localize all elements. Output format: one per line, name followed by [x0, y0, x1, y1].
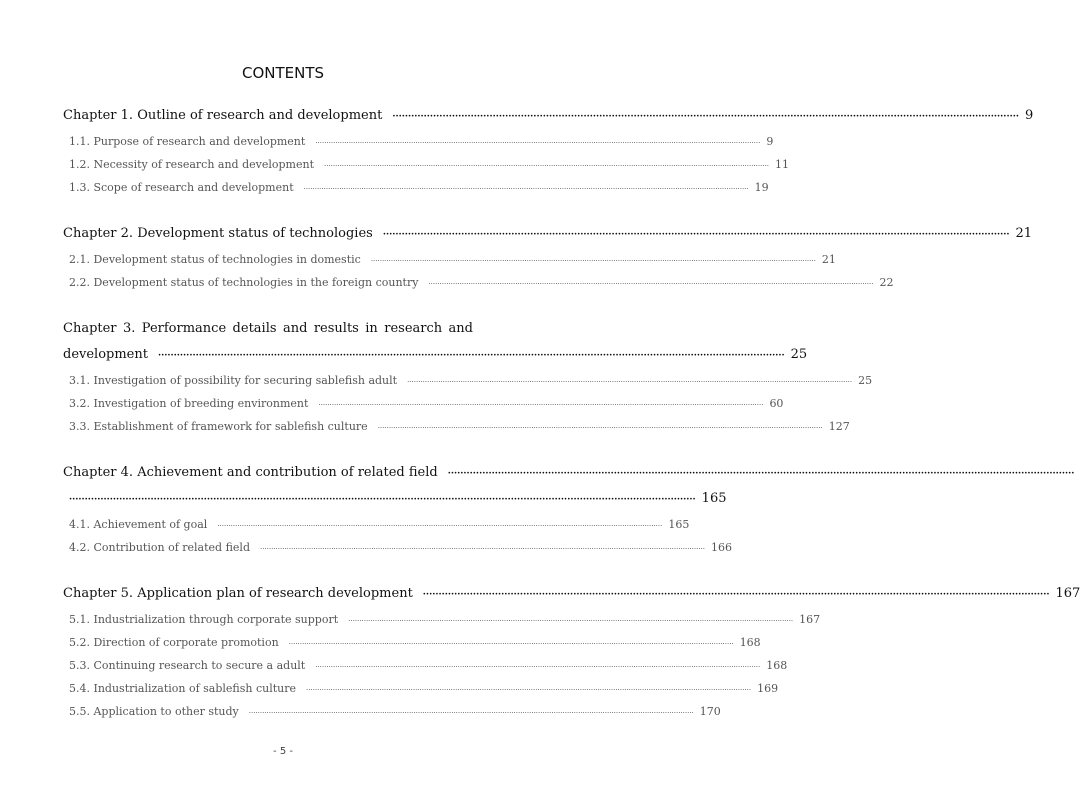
page-ref: 165 — [668, 518, 690, 531]
page-ref: 166 — [711, 541, 733, 554]
section-label: 5.4. Industrialization of sablefish culture — [69, 682, 297, 695]
leader-dots: ········································································································································································································ — [324, 162, 770, 170]
leader-dots: ········································································································································································································ — [217, 522, 663, 530]
page-ref: 127 — [828, 420, 850, 433]
toc-section-5-5[interactable] — [69, 705, 721, 718]
toc-section-2-2[interactable] — [69, 276, 894, 289]
page-ref: 9 — [766, 135, 774, 148]
section-label: 4.1. Achievement of goal — [69, 518, 208, 531]
leader-dots: ········································································································································································································ — [315, 139, 761, 147]
chapter-label: development — [63, 347, 148, 362]
page-ref: 167 — [1055, 586, 1080, 601]
leader-dots: ········································································································································································································ — [248, 709, 694, 717]
leader-dots: ········································································································································································································ — [382, 230, 1010, 240]
toc-chapter-4-line1[interactable] — [63, 465, 1075, 480]
section-label: 1.2. Necessity of research and development — [69, 158, 314, 171]
section-label: 5.1. Industrialization through corporate support — [69, 613, 339, 626]
chapter-label: Chapter 4. Achievement and contribution of related field — [63, 465, 438, 480]
toc-chapter-5[interactable] — [63, 586, 1080, 601]
section-label: 1.1. Purpose of research and development — [69, 135, 306, 148]
section-label: 3.1. Investigation of possibility for securing sablefish adult — [69, 374, 398, 387]
toc-section-3-2[interactable] — [69, 397, 784, 410]
section-label: 2.1. Development status of technologies in domestic — [69, 253, 361, 266]
toc-section-1-1[interactable] — [69, 135, 774, 148]
toc-section-5-2[interactable] — [69, 636, 761, 649]
toc-chapter-3-line1[interactable]: Chapter 3. Performance details and results in research and — [63, 321, 473, 336]
leader-dots: ········································································································································································································ — [69, 495, 696, 505]
leader-dots: ········································································································································································································ — [407, 378, 853, 386]
toc-chapter-3[interactable] — [63, 347, 808, 362]
section-label: 3.3. Establishment of framework for sablefish culture — [69, 420, 368, 433]
page-ref: 167 — [799, 613, 821, 626]
chapter-label: Chapter 1. Outline of research and development — [63, 108, 383, 123]
leader-dots: ········································································································································································································ — [348, 617, 794, 625]
page-ref: 25 — [858, 374, 873, 387]
page-ref: 22 — [879, 276, 894, 289]
section-label: 5.5. Application to other study — [69, 705, 239, 718]
page-ref: 21 — [1015, 226, 1033, 241]
page-ref: 19 — [754, 181, 769, 194]
leader-dots: ········································································································································································································ — [447, 469, 1075, 479]
section-label: 5.2. Direction of corporate promotion — [69, 636, 279, 649]
toc-section-5-3[interactable] — [69, 659, 788, 672]
chapter-label: Chapter 5. Application plan of research development — [63, 586, 413, 601]
leader-dots: ········································································································································································································ — [377, 424, 823, 432]
leader-dots: ········································································································································································································ — [370, 257, 816, 265]
page-ref: 9 — [1024, 108, 1034, 123]
section-label: 3.2. Investigation of breeding environment — [69, 397, 309, 410]
chapter-label: Chapter 2. Development status of technologies — [63, 226, 373, 241]
page-ref: 168 — [739, 636, 761, 649]
page-number: - 5 - — [273, 746, 293, 757]
page-ref: 170 — [699, 705, 721, 718]
page-ref: 60 — [769, 397, 784, 410]
leader-dots: ········································································································································································································ — [288, 640, 734, 648]
leader-dots: ········································································································································································································ — [422, 590, 1050, 600]
leader-dots: ········································································································································································································ — [392, 112, 1019, 122]
toc-section-5-1[interactable] — [69, 613, 821, 626]
leader-dots: ········································································································································································································ — [315, 663, 761, 671]
page-ref: 11 — [775, 158, 790, 171]
toc-section-5-4[interactable] — [69, 682, 779, 695]
toc-section-3-1[interactable] — [69, 374, 873, 387]
toc-section-2-1[interactable] — [69, 253, 836, 266]
toc-section-1-2[interactable] — [69, 158, 790, 171]
toc-section-1-3[interactable] — [69, 181, 769, 194]
toc-chapter-1[interactable] — [63, 108, 1034, 123]
toc-section-4-1[interactable] — [69, 518, 690, 531]
toc-chapter-2[interactable] — [63, 226, 1033, 241]
leader-dots: ········································································································································································································ — [428, 280, 874, 288]
page-ref: 21 — [821, 253, 836, 266]
section-label: 5.3. Continuing research to secure a adult — [69, 659, 306, 672]
contents-title: CONTENTS — [241, 64, 325, 82]
page-ref: 25 — [790, 347, 808, 362]
leader-dots: ········································································································································································································ — [259, 545, 706, 553]
page-ref: 165 — [701, 491, 727, 506]
leader-dots: ········································································································································································································ — [303, 185, 749, 193]
leader-dots: ········································································································································································································ — [157, 351, 785, 361]
toc-section-4-2[interactable] — [69, 541, 733, 554]
leader-dots: ········································································································································································································ — [306, 686, 752, 694]
toc-section-3-3[interactable] — [69, 420, 850, 433]
page-ref: 168 — [766, 659, 788, 672]
section-label: 4.2. Contribution of related field — [69, 541, 250, 554]
toc-chapter-4[interactable] — [69, 491, 727, 506]
page-ref: 169 — [757, 682, 779, 695]
leader-dots: ········································································································································································································ — [318, 401, 764, 409]
section-label: 2.2. Development status of technologies in the foreign country — [69, 276, 419, 289]
section-label: 1.3. Scope of research and development — [69, 181, 294, 194]
